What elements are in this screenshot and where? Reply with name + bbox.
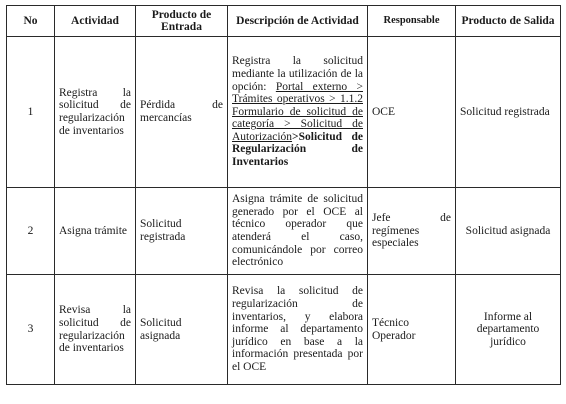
table-row xyxy=(7,37,561,188)
descripcion-cell xyxy=(228,275,368,385)
table-row xyxy=(7,188,561,275)
header-responsable: Responsable xyxy=(368,6,456,37)
responsable-cell: OCE xyxy=(368,37,456,188)
producto-entrada-cell: Solicitud asignada xyxy=(136,275,228,385)
header-producto-entrada: Producto de Entrada xyxy=(136,6,228,37)
row-number: 3 xyxy=(7,275,55,385)
table-row xyxy=(7,275,561,385)
portal-path-link-text: Portal externo > Trámites operativos > 1.1.2 Formulario de solicitud de categoría > Solicitud de Autorización xyxy=(232,80,363,143)
responsable-cell: Técnico Operador xyxy=(368,275,456,385)
producto-entrada-cell: Pérdida de mercancías xyxy=(136,37,228,188)
actividad-cell: Asigna trámite xyxy=(55,188,136,275)
procedure-table xyxy=(6,5,561,385)
header-producto-salida: Producto de Salida xyxy=(456,6,561,37)
descripcion-cell xyxy=(228,188,368,275)
producto-salida-cell: Informe al departamento jurídico xyxy=(456,275,561,385)
descripcion-bold-text: >Solicitud de Regularización de Inventarios xyxy=(232,130,363,169)
header-descripcion: Descripción de Actividad xyxy=(228,6,368,37)
row-number: 2 xyxy=(7,188,55,275)
producto-salida-cell: Solicitud asignada xyxy=(456,188,561,275)
responsable-cell: Jefe de regímenes especiales xyxy=(368,188,456,275)
header-row xyxy=(7,6,561,37)
producto-salida-cell: Solicitud registrada xyxy=(456,37,561,188)
descripcion-text: Registra la solicitud mediante la utilización de la opción: xyxy=(232,55,363,93)
descripcion-text: Revisa la solicitud de regularización de inventarios, y elabora informe al departamento jurídico en base a la información presentada por el OCE xyxy=(232,285,363,373)
descripcion-text: Asigna trámite de solicitud generado por el OCE al técnico operador que atenderá el caso, comunicándole por correo electrónico xyxy=(232,193,363,269)
producto-entrada-cell: Solicitud registrada xyxy=(136,188,228,275)
actividad-cell: Revisa la solicitud de regularización de inventarios xyxy=(55,275,136,385)
header-actividad: Actividad xyxy=(55,6,136,37)
actividad-cell: Registra la solicitud de regularización de inventarios xyxy=(55,37,136,188)
row-number: 1 xyxy=(7,37,55,188)
descripcion-cell xyxy=(228,37,368,188)
header-no: No xyxy=(7,6,55,37)
